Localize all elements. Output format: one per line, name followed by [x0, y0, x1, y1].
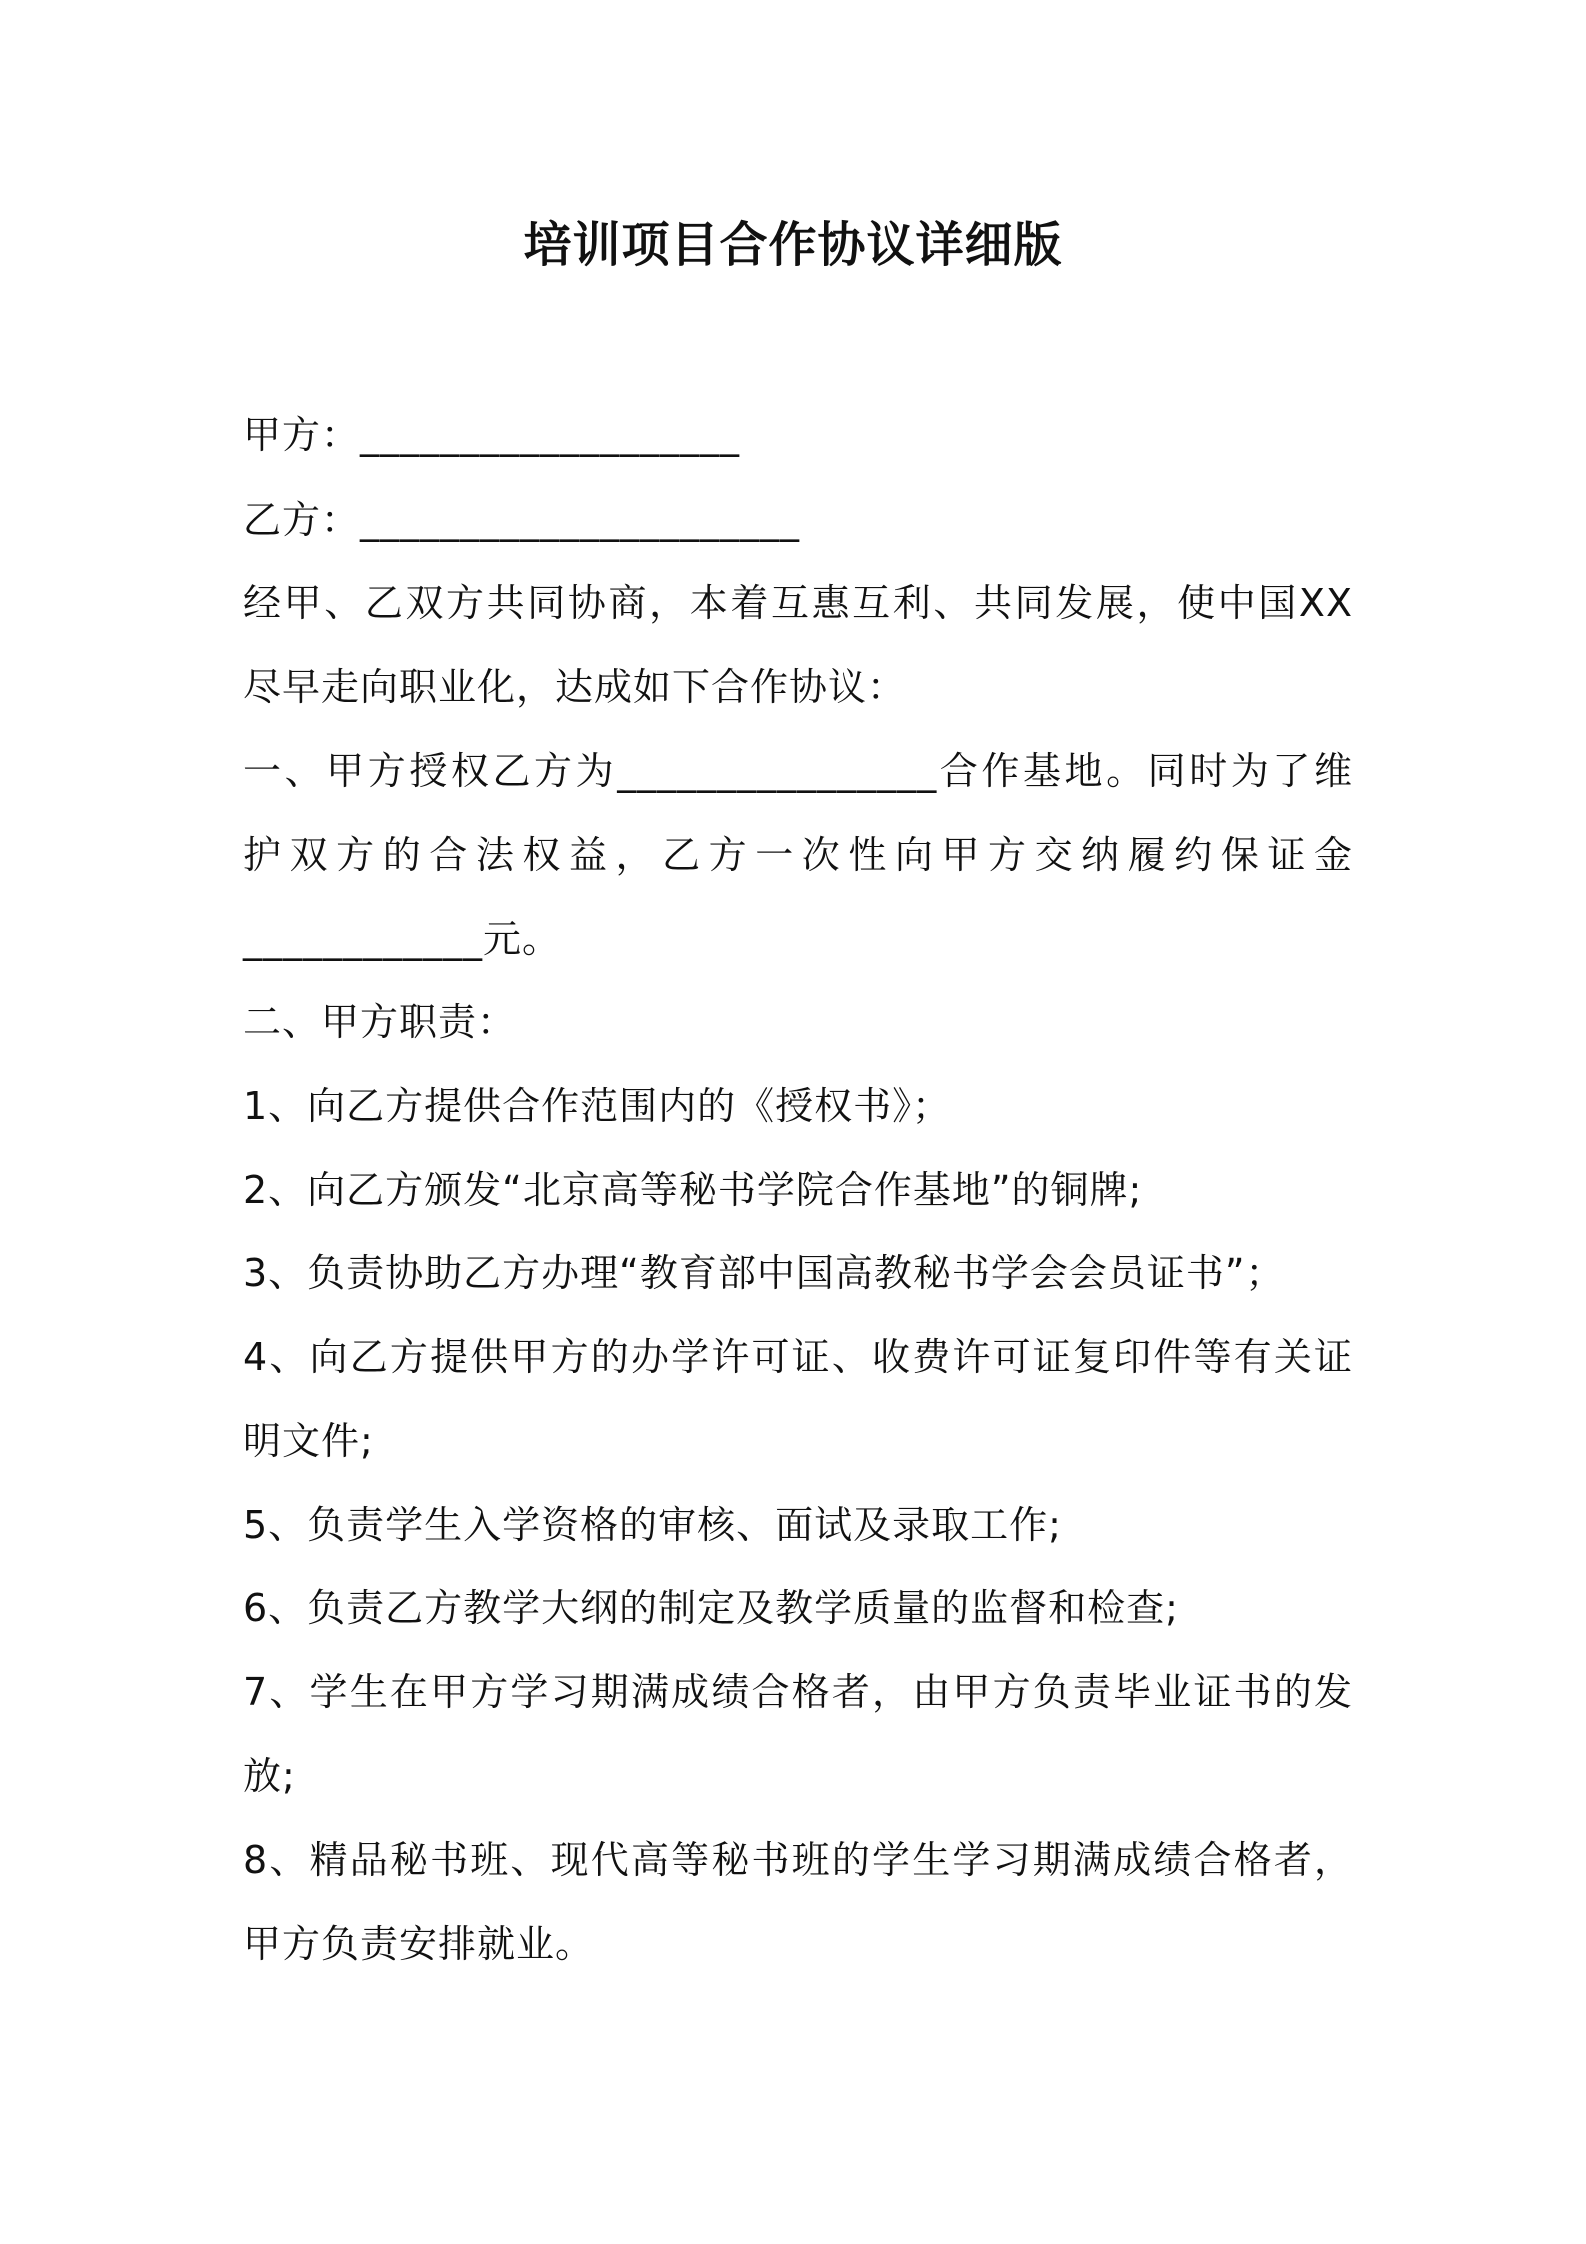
list-item: 6、负责乙方教学大纲的制定及教学质量的监督和检查; — [243, 1586, 1179, 1630]
list-item: 8、精品秘书班、现代高等秘书班的学生学习期满成绩合格者， — [243, 1838, 1353, 1882]
list-item: 5、负责学生入学资格的审核、面试及录取工作; — [243, 1503, 1062, 1547]
clause-one-line: 护双方的合法权益，乙方一次性向甲方交纳履约保证金 — [243, 833, 1353, 877]
party-b-line: 乙方：______________________ — [243, 498, 801, 542]
section-heading: 二、甲方职责： — [243, 1000, 517, 1044]
list-item: 甲方负责安排就业。 — [243, 1922, 595, 1966]
list-item: 4、向乙方提供甲方的办学许可证、收费许可证复印件等有关证 — [243, 1335, 1353, 1379]
list-item: 放; — [243, 1754, 296, 1798]
list-item: 2、向乙方颁发“北京高等秘书学院合作基地”的铜牌; — [243, 1168, 1143, 1212]
clause-one-line: 一、甲方授权乙方为________________合作基地。同时为了维 — [243, 749, 1353, 793]
list-item: 明文件; — [243, 1419, 374, 1463]
document-title: 培训项目合作协议详细版 — [523, 217, 1063, 273]
paragraph-line: 尽早走向职业化，达成如下合作协议： — [243, 665, 907, 709]
paragraph-line: 经甲、乙双方共同协商，本着互惠互利、共同发展，使中国XX — [243, 581, 1353, 625]
list-item: 1、向乙方提供合作范围内的《授权书》； — [243, 1084, 952, 1128]
list-item: 7、学生在甲方学习期满成绩合格者，由甲方负责毕业证书的发 — [243, 1670, 1353, 1714]
party-a-line: 甲方：___________________ — [243, 413, 741, 457]
list-item: 3、负责协助乙方办理“教育部中国高教秘书学会会员证书”； — [243, 1251, 1285, 1295]
clause-one-line: ____________元。 — [243, 917, 562, 961]
